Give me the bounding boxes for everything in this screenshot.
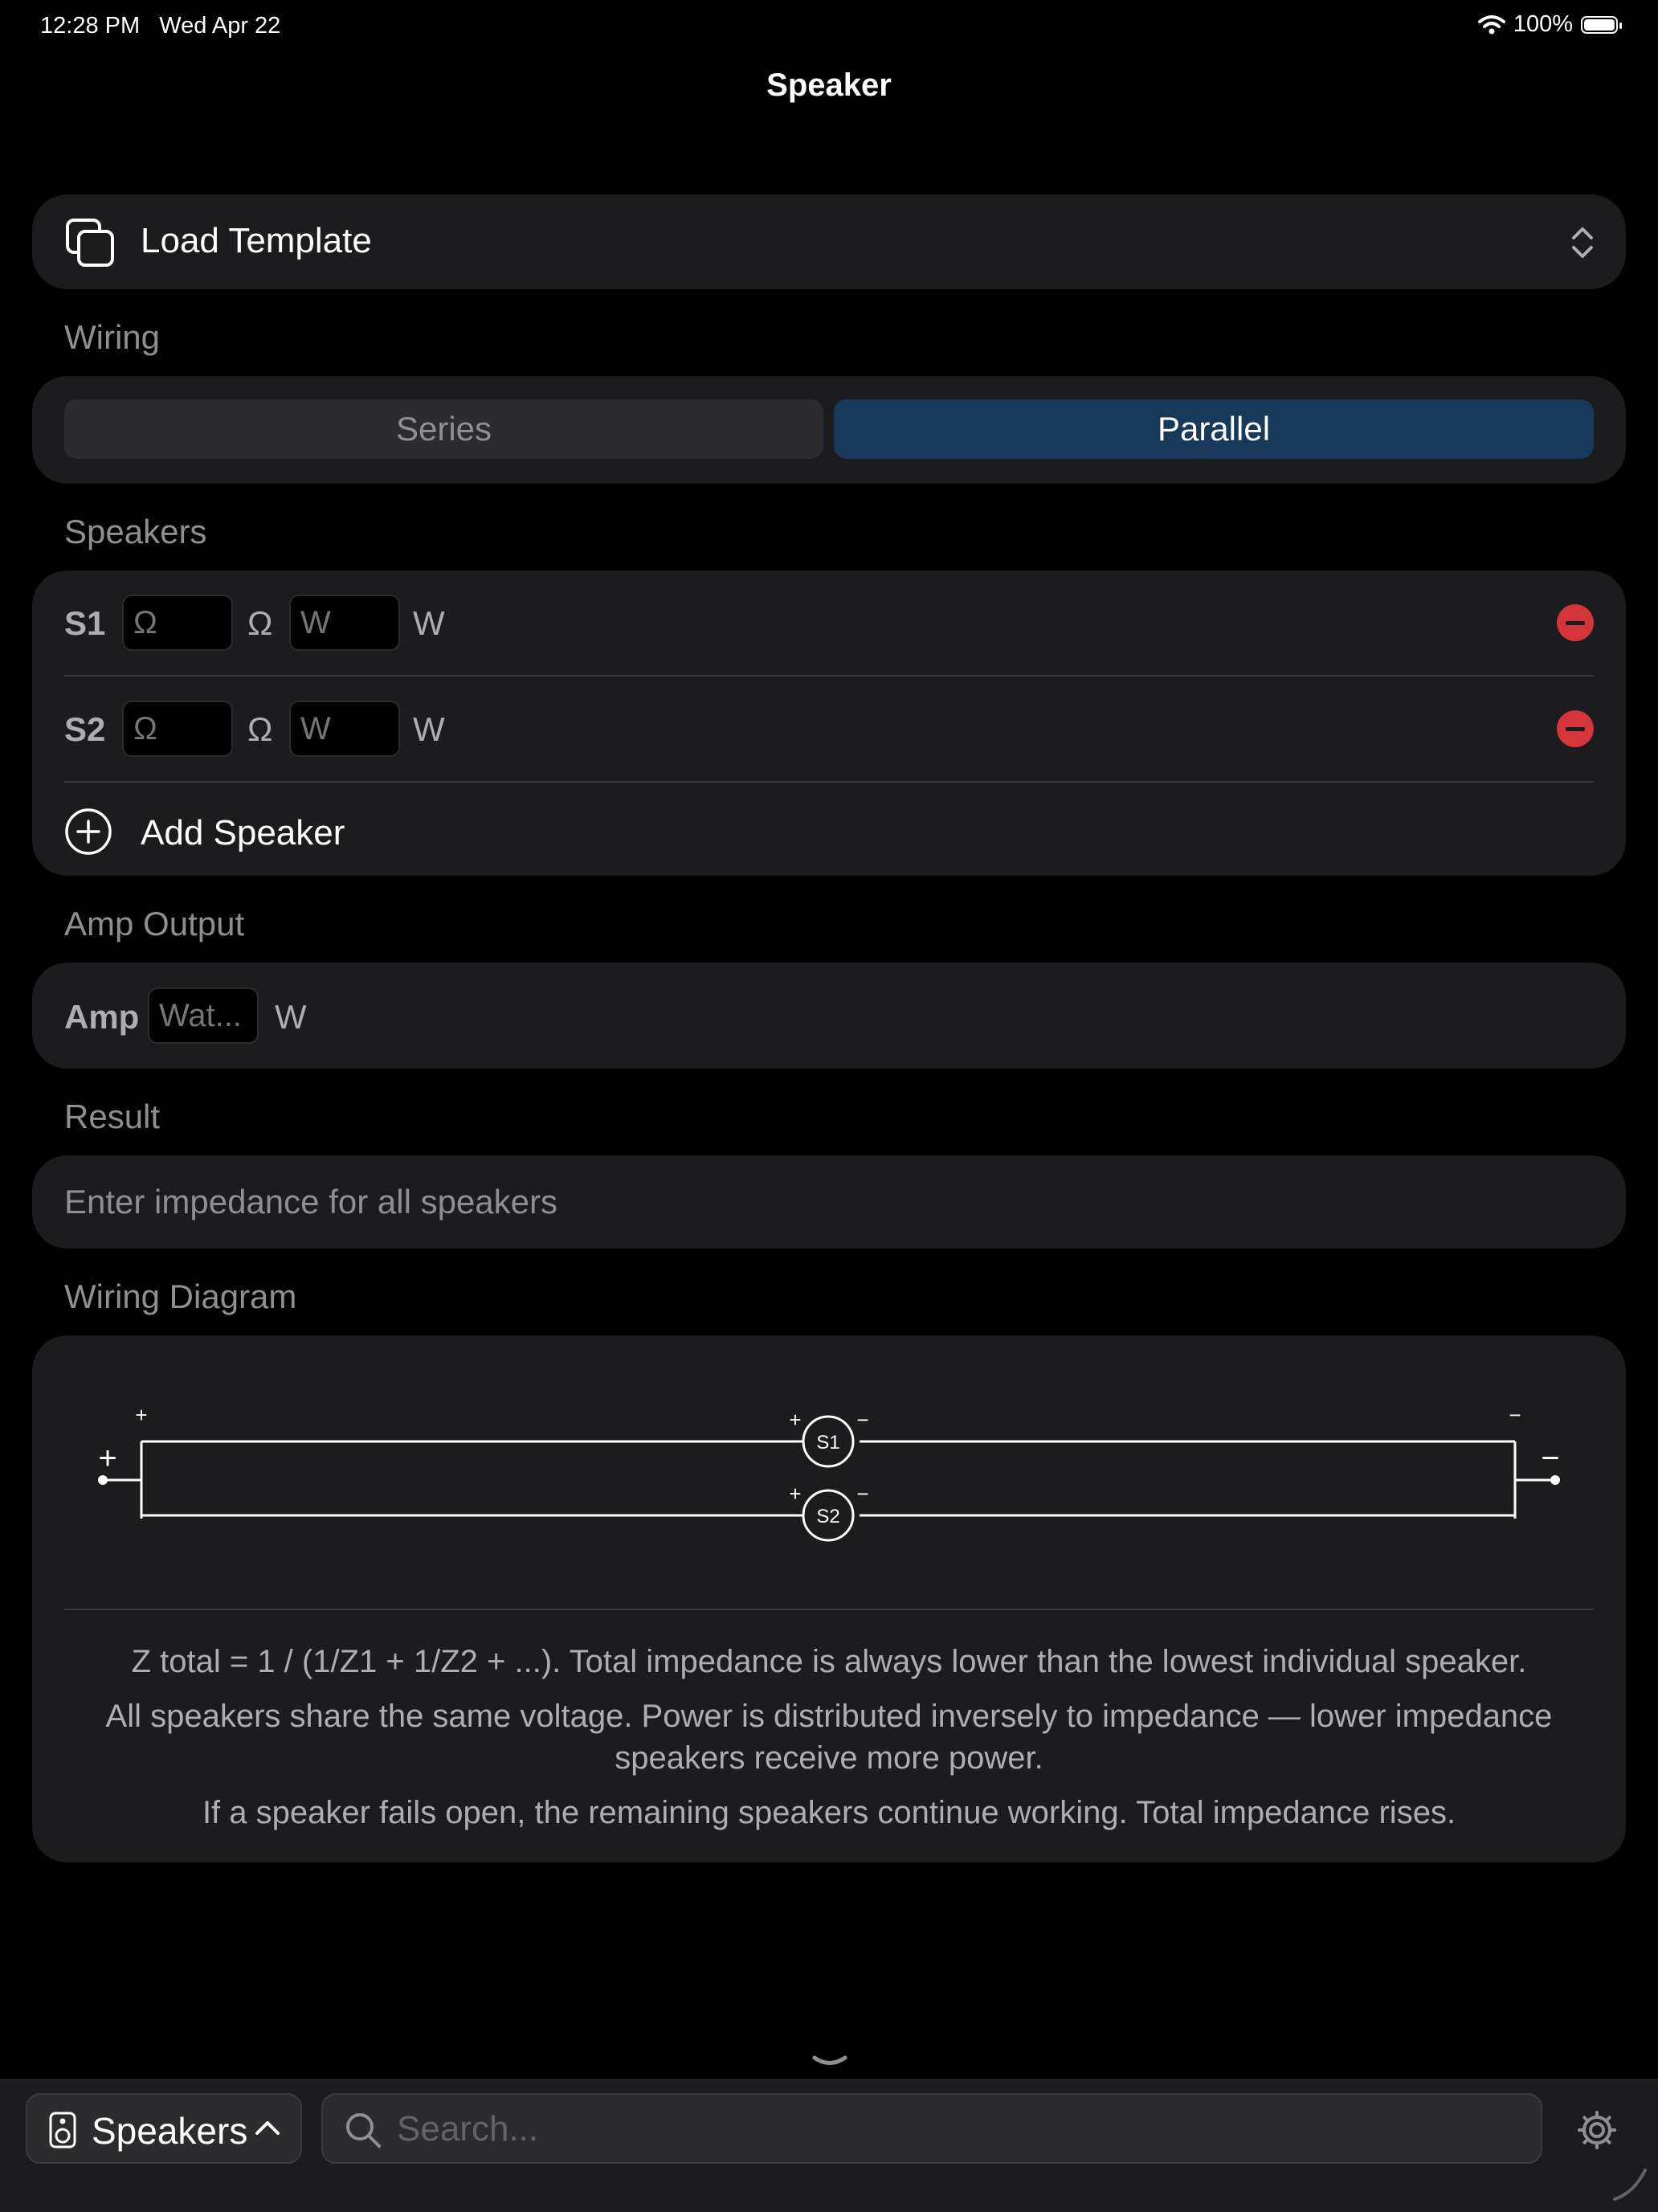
battery-percent: 100% <box>1513 11 1573 37</box>
bus-plus-label: + <box>135 1403 148 1427</box>
diagram-notes <box>64 1641 1594 1846</box>
impedance-input[interactable] <box>122 595 233 651</box>
status-time: 12:28 PM Wed Apr 22 <box>40 13 281 39</box>
impedance-unit: Ω <box>247 710 273 748</box>
category-label: Speakers <box>92 2110 248 2152</box>
amp-section-label: Amp Output <box>64 905 245 942</box>
watt-unit: W <box>413 604 445 642</box>
amp-watts-input[interactable] <box>148 987 259 1044</box>
amp-minus-label: − <box>1541 1441 1560 1476</box>
search-input[interactable] <box>395 2103 1523 2156</box>
node-plus-label: + <box>789 1408 802 1432</box>
amp-label: Amp <box>64 998 140 1036</box>
amp-unit: W <box>275 998 307 1036</box>
gear-icon[interactable] <box>1576 2109 1618 2151</box>
wifi-icon <box>1478 14 1505 35</box>
load-template-label: Load Template <box>141 221 372 260</box>
node-minus-label: − <box>856 1408 869 1432</box>
positive-terminal <box>98 1475 108 1485</box>
add-speaker-button[interactable] <box>32 783 1626 876</box>
watt-input[interactable] <box>289 701 400 757</box>
page-title: Speaker <box>766 67 892 103</box>
speaker-node-label: S1 <box>816 1432 840 1454</box>
chevron-up-down-icon <box>1570 225 1595 260</box>
wiring-diagram-card <box>32 1335 1626 1862</box>
amp-output-row <box>32 963 1626 1069</box>
watt-input[interactable] <box>289 595 400 651</box>
wiring-section-label: Wiring <box>64 318 161 356</box>
speaker-node-label: S2 <box>816 1506 840 1527</box>
speaker-label: S1 <box>64 604 106 642</box>
diagram-divider <box>64 1609 1594 1610</box>
speakers-section-label: Speakers <box>64 513 207 550</box>
negative-terminal <box>1550 1475 1560 1485</box>
formula-note: Z total = 1 / (1/Z1 + 1/Z2 + ...). Total impedance is always lower than the lowest individual speaker. <box>131 1644 1527 1679</box>
result-panel <box>32 1155 1626 1249</box>
speaker-node-s1 <box>789 1408 868 1466</box>
add-speaker-label: Add Speaker <box>141 813 345 852</box>
result-section-label: Result <box>64 1098 161 1135</box>
impedance-input[interactable] <box>122 701 233 757</box>
speaker-icon <box>48 2111 77 2149</box>
copy-icon <box>64 217 116 268</box>
amp-plus-label: + <box>98 1441 117 1476</box>
battery-icon <box>1581 16 1618 34</box>
failure-note: If a speaker fails open, the remaining speakers continue working. Total impedance rises. <box>202 1795 1456 1830</box>
bus-minus-label: − <box>1509 1403 1521 1427</box>
watt-unit: W <box>413 710 445 748</box>
speaker-node-s2 <box>789 1482 868 1540</box>
result-text: Enter impedance for all speakers <box>64 1183 557 1220</box>
node-plus-label: + <box>789 1482 802 1506</box>
speakers-list <box>32 570 1626 876</box>
speaker-label: S2 <box>64 710 106 748</box>
node-minus-label: − <box>856 1482 869 1506</box>
wiring-diagram <box>32 1335 1626 1609</box>
remove-speaker-button[interactable] <box>1557 710 1594 747</box>
impedance-unit: Ω <box>247 604 273 642</box>
search-icon <box>344 2111 382 2149</box>
voltage-note: All speakers share the same voltage. Power is distributed inversely to impedance — lower impedance speakers receive more power. <box>105 1699 1553 1776</box>
chevron-down-icon[interactable] <box>811 2054 848 2070</box>
speaker-row-s1 <box>32 570 1626 675</box>
wiring-option-parallel[interactable]: Parallel <box>834 399 1594 459</box>
resize-handle-icon <box>1610 2164 1650 2204</box>
wiring-segmented-control <box>32 376 1626 484</box>
load-template-button[interactable] <box>32 194 1626 289</box>
speaker-row-s2 <box>32 677 1626 781</box>
search-field[interactable] <box>321 2093 1542 2164</box>
bottom-toolbar <box>0 2079 1658 2212</box>
category-picker-button[interactable] <box>26 2093 302 2164</box>
remove-speaker-button[interactable] <box>1557 604 1594 641</box>
chevron-up-icon <box>254 2119 281 2136</box>
plus-circle-icon <box>64 808 112 856</box>
wiring-option-series[interactable]: Series <box>64 399 823 459</box>
status-indicators <box>1478 11 1618 38</box>
diagram-section-label: Wiring Diagram <box>64 1278 297 1315</box>
